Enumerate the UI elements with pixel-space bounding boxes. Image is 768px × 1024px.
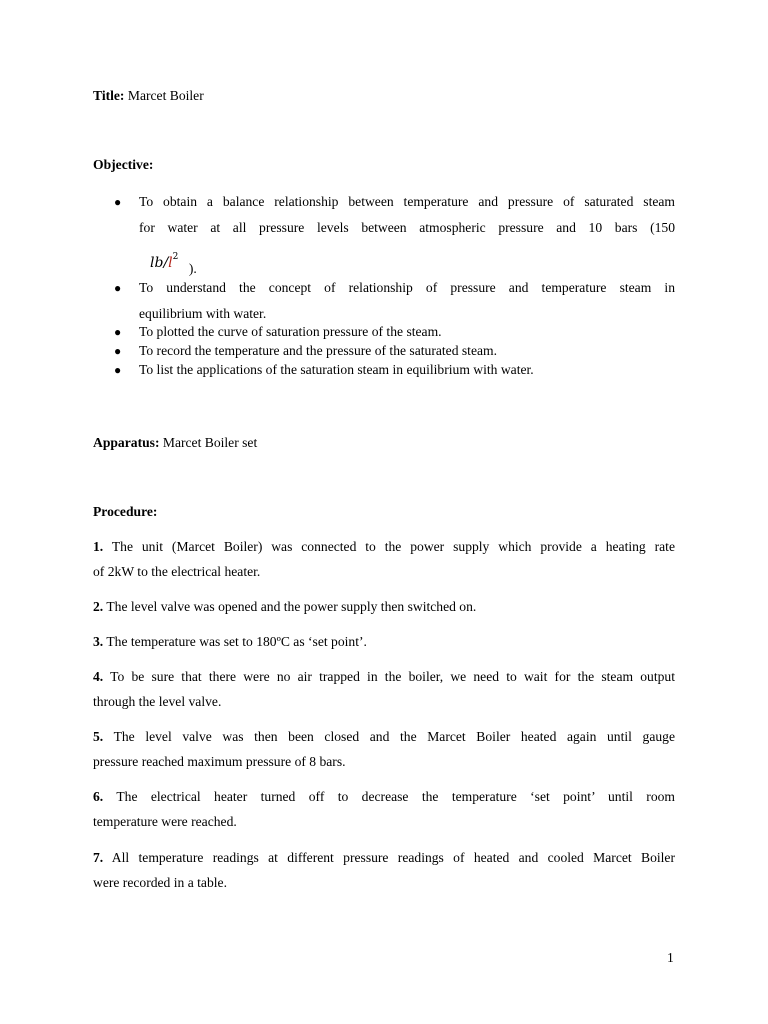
objective-1-line-1: To obtain a balance relationship between temperature and pressure of saturated steam	[139, 194, 675, 209]
procedure-heading-text: Procedure:	[93, 504, 158, 519]
apparatus-text: Marcet Boiler set	[162, 435, 258, 450]
step-5-line-1	[93, 729, 675, 745]
title-label: Title:	[93, 88, 125, 103]
step-3-number: 3.	[93, 634, 104, 649]
bullet-4-icon: ●	[114, 344, 122, 358]
objective-3: To plotted the curve of saturation pressure of the steam.	[139, 324, 442, 339]
objective-5: To list the applications of the saturation steam in equilibrium with water.	[139, 362, 534, 377]
formula-lb: lb/	[150, 255, 169, 271]
step-1-number: 1.	[93, 539, 104, 554]
step-6-line-2: temperature were reached.	[93, 814, 237, 829]
step-5-number: 5.	[93, 729, 104, 744]
step-7-number: 7.	[93, 850, 104, 865]
title-line	[93, 88, 204, 104]
step-4-line-1	[93, 669, 675, 685]
step-1-line-1	[93, 539, 675, 555]
step-5-text: The level valve was then been closed and the Marcet Boiler heated again until gauge	[113, 729, 676, 744]
objective-2-line-2: equilibrium with water.	[139, 306, 267, 321]
bullet-3-icon: ●	[114, 325, 122, 339]
step-4-number: 4.	[93, 669, 104, 684]
step-4-text: To be sure that there were no air trapped in the boiler, we need to wait for the steam output	[110, 669, 675, 684]
step-3-line-1	[93, 634, 367, 650]
step-7-line-1	[93, 850, 675, 866]
pressure-unit-formula	[150, 252, 197, 276]
formula-exponent: 2	[172, 252, 179, 262]
step-1-text: The unit (Marcet Boiler) was connected to the power supply which provide a heating rate	[111, 539, 675, 554]
procedure-heading	[93, 504, 157, 520]
apparatus-line	[93, 435, 257, 451]
title-text: Marcet Boiler	[127, 88, 204, 103]
objective-2-line-1: To understand the concept of relationship of pressure and temperature steam in	[139, 280, 675, 295]
step-2-line-1	[93, 599, 476, 615]
step-6-text: The electrical heater turned off to decrease the temperature ‘set point’ until room	[116, 789, 675, 804]
step-7-text: All temperature readings at different pressure readings of heated and cooled Marcet Boiler	[111, 850, 675, 865]
step-6-number: 6.	[93, 789, 104, 804]
apparatus-label: Apparatus:	[93, 435, 160, 450]
formula-l: l	[168, 255, 173, 271]
objective-4: To record the temperature and the pressure of the saturated steam.	[139, 343, 497, 358]
objective-heading-text: Objective:	[93, 157, 154, 172]
bullet-5-icon: ●	[114, 363, 122, 377]
objective-heading	[93, 157, 153, 173]
step-2-text: The level valve was opened and the power supply then switched on.	[106, 599, 477, 614]
page-number: 1	[667, 950, 674, 965]
step-1-line-2: of 2kW to the electrical heater.	[93, 564, 261, 579]
bullet-1-icon: ●	[114, 195, 122, 209]
objective-1-line-2: for water at all pressure levels between atmospheric pressure and 10 bars (150	[139, 220, 675, 235]
formula-close: ).	[188, 261, 197, 276]
bullet-2-icon: ●	[114, 281, 122, 295]
step-6-line-1	[93, 789, 675, 805]
step-3-text: The temperature was set to 180ºC as ‘set point’.	[106, 634, 367, 649]
step-7-line-2: were recorded in a table.	[93, 875, 227, 890]
step-5-line-2: pressure reached maximum pressure of 8 bars.	[93, 754, 346, 769]
step-4-line-2: through the level valve.	[93, 694, 222, 709]
step-2-number: 2.	[93, 599, 104, 614]
